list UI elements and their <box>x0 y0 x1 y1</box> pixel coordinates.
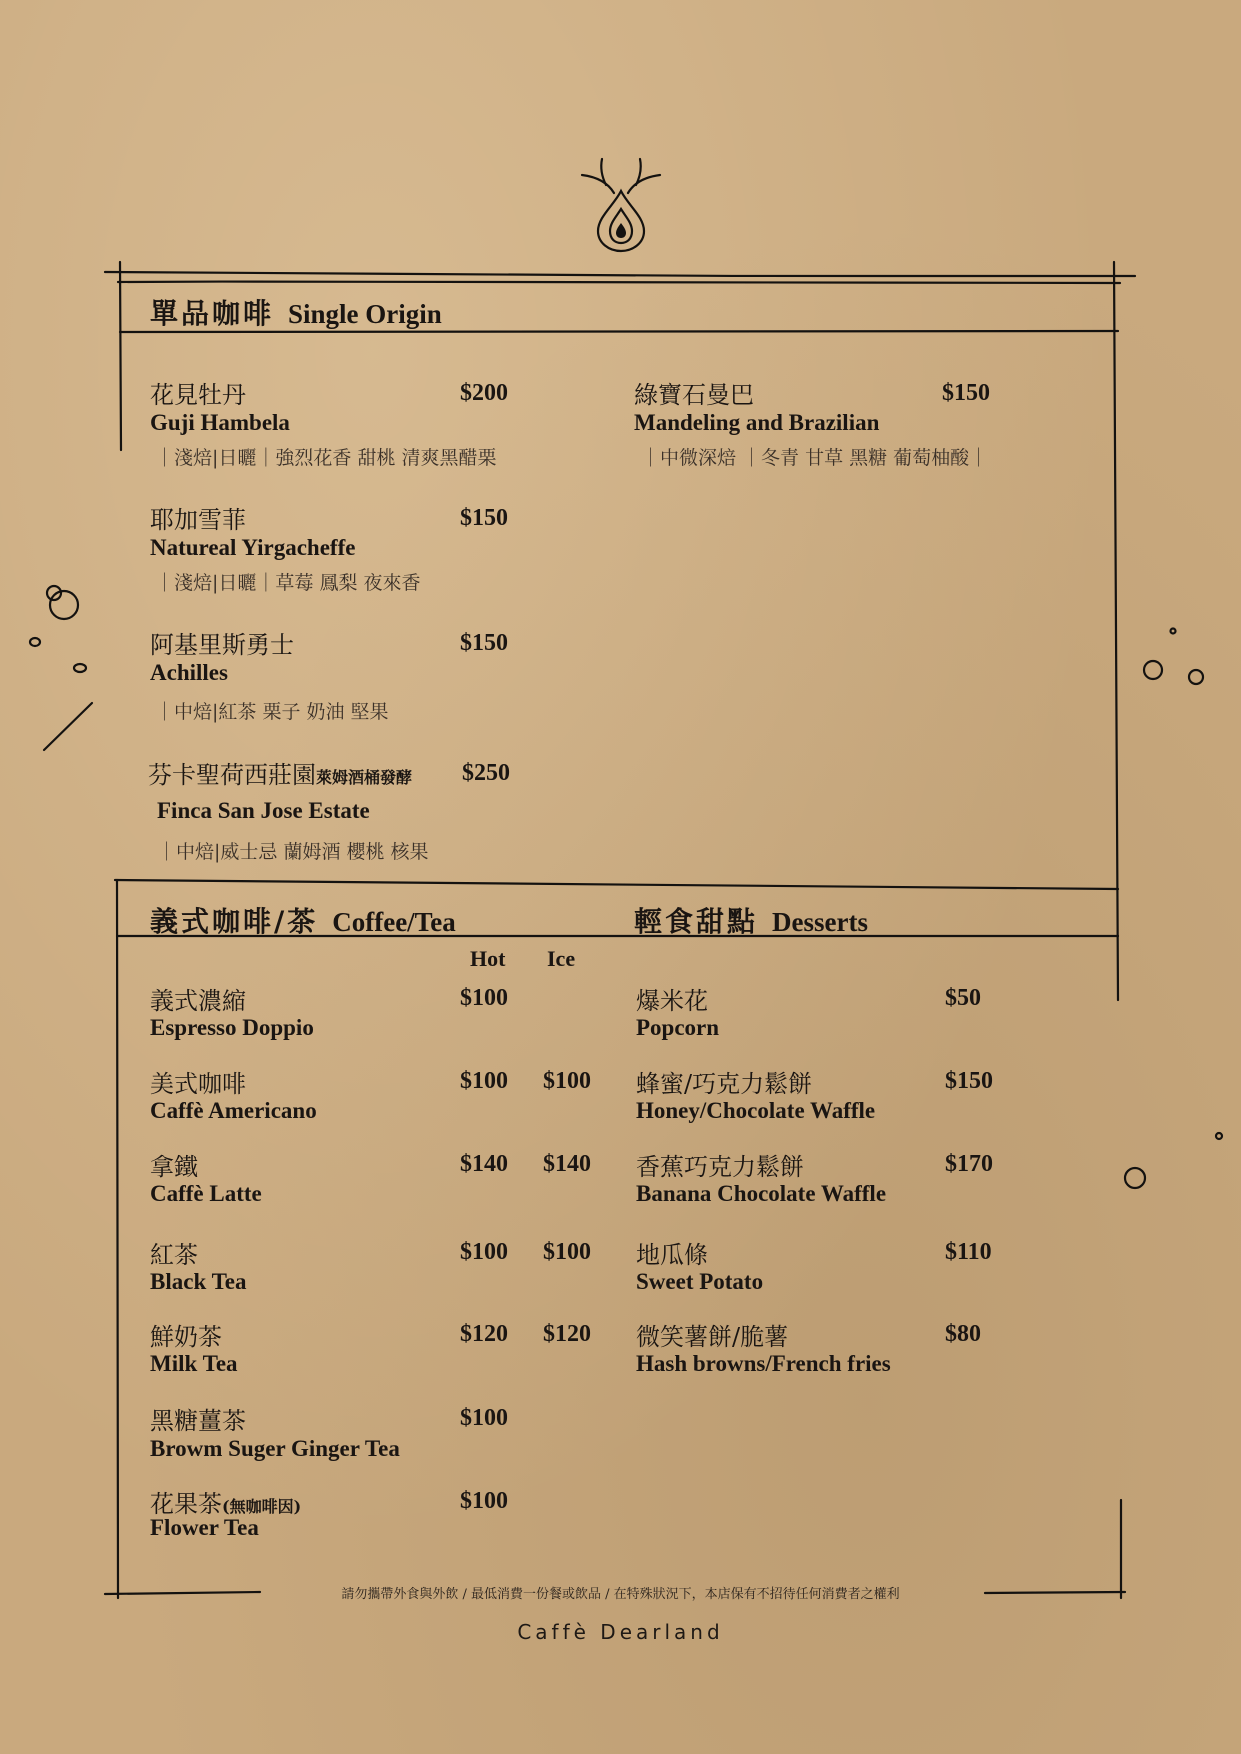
hot-column-header: Hot <box>470 946 506 971</box>
menu-item-zh: 香蕉巧克力鬆餅 <box>636 1153 804 1181</box>
menu-item-price-hot: $100 <box>460 1488 508 1514</box>
menu-item-price-hot: $100 <box>460 1405 508 1431</box>
menu-item-en: Caffè Americano <box>150 1098 317 1123</box>
menu-item-en: Flower Tea <box>150 1515 259 1540</box>
menu-item-notes: ｜中焙|紅茶 栗子 奶油 堅果 <box>155 701 389 723</box>
menu-item-price-hot: $100 <box>460 1068 508 1094</box>
menu-item-en: Hash browns/French fries <box>636 1351 891 1376</box>
menu-item-en: Espresso Doppio <box>150 1015 314 1040</box>
menu-item-price-hot: $120 <box>460 1321 508 1347</box>
menu-item-zh: 鮮奶茶 <box>150 1323 222 1351</box>
menu-item-zh-note: 萊姆酒桶發酵 <box>316 768 413 787</box>
menu-item-zh-main: 花果茶 <box>150 1490 222 1518</box>
menu-item-zh: 綠寶石曼巴 <box>634 381 754 409</box>
menu-item-zh: 地瓜條 <box>636 1241 708 1269</box>
menu-item-zh <box>148 755 412 790</box>
menu-item-en: Browm Suger Ginger Tea <box>150 1436 400 1461</box>
menu-item-zh: 拿鐵 <box>150 1153 198 1181</box>
menu-item-zh <box>150 1484 301 1519</box>
menu-item-en: Mandeling and Brazilian <box>634 410 880 435</box>
menu-item-price: $80 <box>945 1321 981 1347</box>
menu-item-en: Sweet Potato <box>636 1269 764 1294</box>
menu-item-zh: 微笑薯餅/脆薯 <box>636 1323 789 1351</box>
ice-column-header: Ice <box>547 946 576 971</box>
menu-item-price: $150 <box>460 505 508 531</box>
menu-item-en: Natureal Yirgacheffe <box>150 535 356 560</box>
menu-item-notes: ｜淺焙|日曬｜強烈花香 甜桃 清爽黑醋栗 <box>155 447 497 469</box>
menu-item-price: $150 <box>460 630 508 656</box>
menu-item-en: Milk Tea <box>150 1351 238 1376</box>
footer-policy-note: 請勿攜帶外食與外飲 / 最低消費一份餐或飲品 / 在特殊狀況下，本店保有不招待任何消費者之權利 <box>341 1587 900 1602</box>
menu-item-price: $150 <box>945 1068 993 1094</box>
menu-item-price: $200 <box>460 380 508 406</box>
menu-item-zh: 蜂蜜/巧克力鬆餅 <box>636 1070 813 1098</box>
menu-item-zh: 爆米花 <box>636 987 708 1015</box>
menu-item-zh: 花見牡丹 <box>150 381 246 409</box>
menu-item-price: $170 <box>945 1151 993 1177</box>
menu-item-price-hot: $140 <box>460 1151 508 1177</box>
menu-item-en: Honey/Chocolate Waffle <box>636 1098 876 1123</box>
menu-item-zh-main: 芬卡聖荷西莊園 <box>148 761 316 789</box>
menu-item-zh: 阿基里斯勇士 <box>150 631 294 659</box>
menu-item-price-ice: $100 <box>543 1239 591 1265</box>
single-origin-title-en: Single Origin <box>288 299 442 329</box>
menu-item-zh: 義式濃縮 <box>150 987 246 1015</box>
desserts-title-zh: 輕食甜點 <box>634 905 759 938</box>
menu-item-price: $250 <box>462 760 510 786</box>
menu-item-price-ice: $120 <box>543 1321 591 1347</box>
menu-item-price-ice: $100 <box>543 1068 591 1094</box>
menu-item-notes: ｜中微深焙 ｜冬青 甘草 黑糖 葡萄柚酸｜ <box>641 447 989 469</box>
menu-item-zh-note: (無咖啡因) <box>222 1497 302 1516</box>
menu-item-en: Achilles <box>150 660 228 685</box>
menu-item-en: Finca San Jose Estate <box>157 798 370 823</box>
menu-item-price: $50 <box>945 985 981 1011</box>
menu-item-zh: 黑糖薑茶 <box>150 1407 246 1435</box>
coffee-tea-title-en: Coffee/Tea <box>332 907 456 937</box>
menu-item-en: Caffè Latte <box>150 1181 262 1206</box>
menu-item-en: Popcorn <box>636 1015 720 1040</box>
coffee-tea-title <box>150 900 456 940</box>
coffee-tea-title-zh: 義式咖啡/茶 <box>150 905 319 938</box>
menu-item-price: $150 <box>942 380 990 406</box>
menu-item-price-hot: $100 <box>460 985 508 1011</box>
desserts-title-en: Desserts <box>772 907 868 937</box>
menu-item-en: Banana Chocolate Waffle <box>636 1181 887 1206</box>
menu-item-zh: 耶加雪菲 <box>150 506 246 534</box>
menu-item-price-hot: $100 <box>460 1239 508 1265</box>
menu-item-en: Black Tea <box>150 1269 247 1294</box>
menu-item-price: $110 <box>945 1239 992 1265</box>
menu-item-zh: 紅茶 <box>150 1241 198 1269</box>
menu-item-notes: ｜淺焙|日曬｜草莓 鳳梨 夜來香 <box>155 572 421 594</box>
desserts-title <box>634 900 868 940</box>
single-origin-title <box>150 292 442 332</box>
single-origin-title-zh: 單品咖啡 <box>150 297 275 330</box>
menu-item-zh: 美式咖啡 <box>150 1070 246 1098</box>
menu-item-en: Guji Hambela <box>150 410 290 435</box>
brand-name: Caffè Dearland <box>517 1620 724 1644</box>
menu-item-price-ice: $140 <box>543 1151 591 1177</box>
menu-item-notes: ｜中焙|威士忌 蘭姆酒 櫻桃 核果 <box>157 841 429 863</box>
